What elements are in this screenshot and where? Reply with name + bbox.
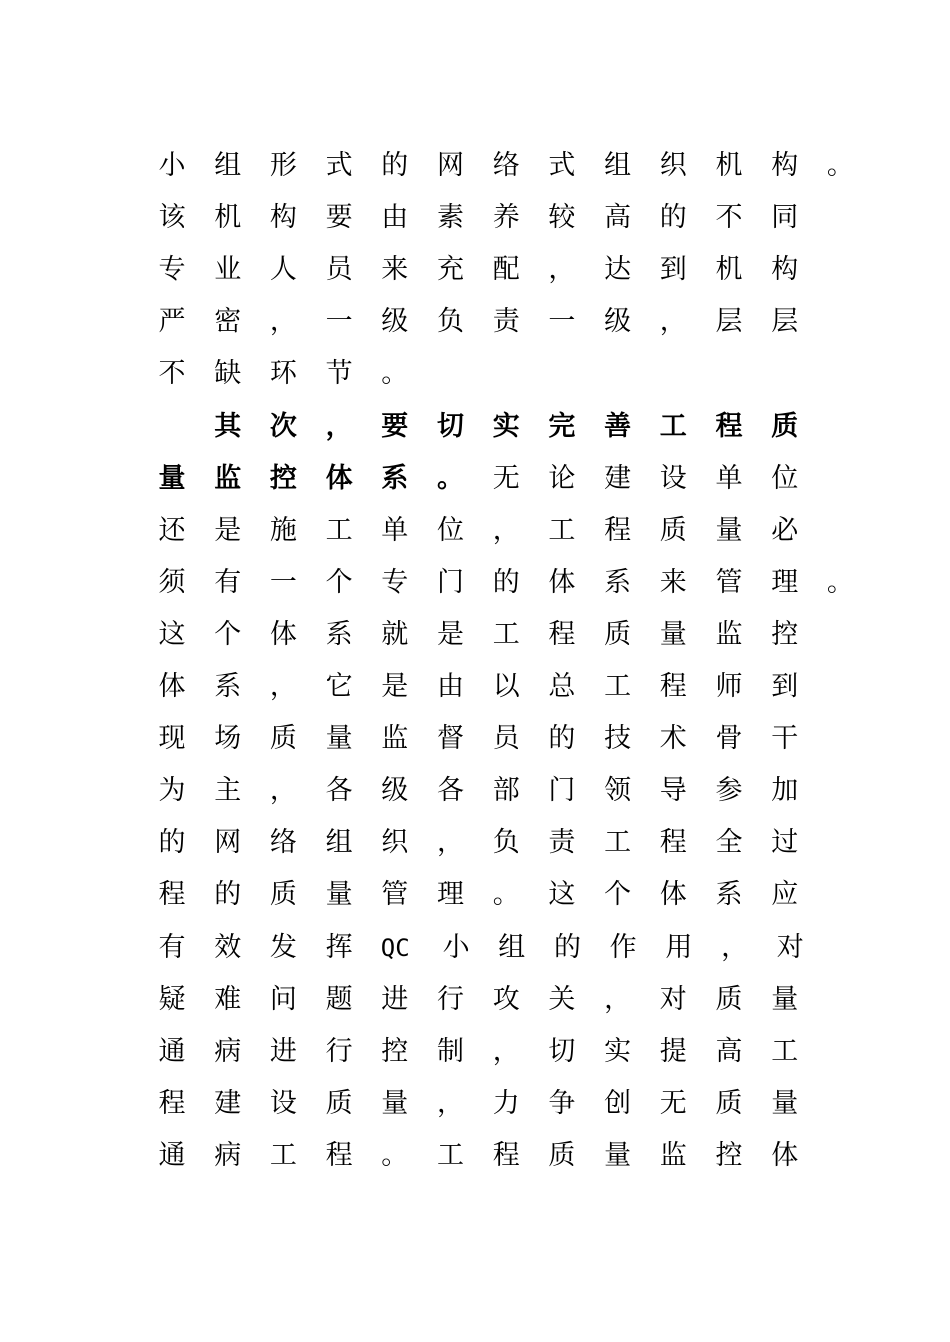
text-segment: 须 有 一 个 专 门 的 体 系 来 管 理 。	[158, 566, 854, 598]
text-line	[158, 869, 918, 921]
text-segment: 不 缺 环 节 。	[158, 358, 409, 390]
text-line	[158, 401, 918, 453]
text-line	[158, 1130, 918, 1182]
text-segment: 有 效 发 挥 QC 小 组 的 作 用 ， 对	[158, 931, 804, 963]
text-line	[158, 244, 918, 296]
text-segment: 这 个 体 系 就 是 工 程 质 量 监 控	[158, 618, 799, 650]
text-segment: 小 组 形 式 的 网 络 式 组 织 机 构 。	[158, 150, 854, 181]
text-segment: 无 论 建 设 单 位	[492, 462, 799, 494]
text-segment: 通 病 工 程 。 工 程 质 量 监 控 体	[158, 1139, 799, 1171]
text-line	[158, 1026, 918, 1078]
text-segment: 严 密 ， 一 级 负 责 一 级 ， 层 层	[158, 306, 799, 338]
text-segment: 疑 难 问 题 进 行 攻 关 ， 对 质 量	[158, 983, 799, 1015]
text-line	[158, 713, 918, 765]
text-segment: 体 系 ， 它 是 由 以 总 工 程 师 到	[158, 671, 799, 702]
text-line	[158, 557, 918, 609]
text-segment: 为 主 ， 各 级 各 部 门 领 导 参 加	[158, 775, 799, 807]
text-segment: 通 病 进 行 控 制 ， 切 实 提 高 工	[158, 1035, 799, 1067]
text-segment: 该 机 构 要 由 素 养 较 高 的 不 同	[158, 202, 799, 234]
text-segment: 专 业 人 员 来 充 配 ， 达 到 机 构	[158, 254, 799, 286]
text-segment: 的 网 络 组 织 ， 负 责 工 程 全 过	[158, 827, 799, 859]
text-segment: 现 场 质 量 监 督 员 的 技 术 骨 干	[158, 723, 799, 755]
text-segment: 还 是 施 工 单 位 ， 工 程 质 量 必	[158, 514, 799, 546]
text-line	[158, 817, 918, 869]
text-segment: 程 建 设 质 量 ， 力 争 创 无 质 量	[158, 1087, 799, 1119]
text-line	[158, 140, 918, 192]
text-line	[158, 661, 918, 713]
text-line	[158, 505, 918, 557]
text-line	[158, 453, 918, 505]
text-line	[158, 765, 918, 817]
text-line	[158, 974, 918, 1026]
text-line	[158, 1078, 918, 1130]
text-line	[158, 348, 918, 400]
text-line	[158, 922, 918, 974]
text-line	[158, 192, 918, 244]
text-segment: 程 的 质 量 管 理 。 这 个 体 系 应	[158, 879, 799, 911]
text-line	[158, 609, 918, 661]
text-line	[158, 296, 918, 348]
bold-text-segment: 量 监 控 体 系 。	[158, 462, 464, 494]
bold-text-segment: 其 次 ， 要 切 实 完 善 工 程 质	[214, 410, 799, 442]
